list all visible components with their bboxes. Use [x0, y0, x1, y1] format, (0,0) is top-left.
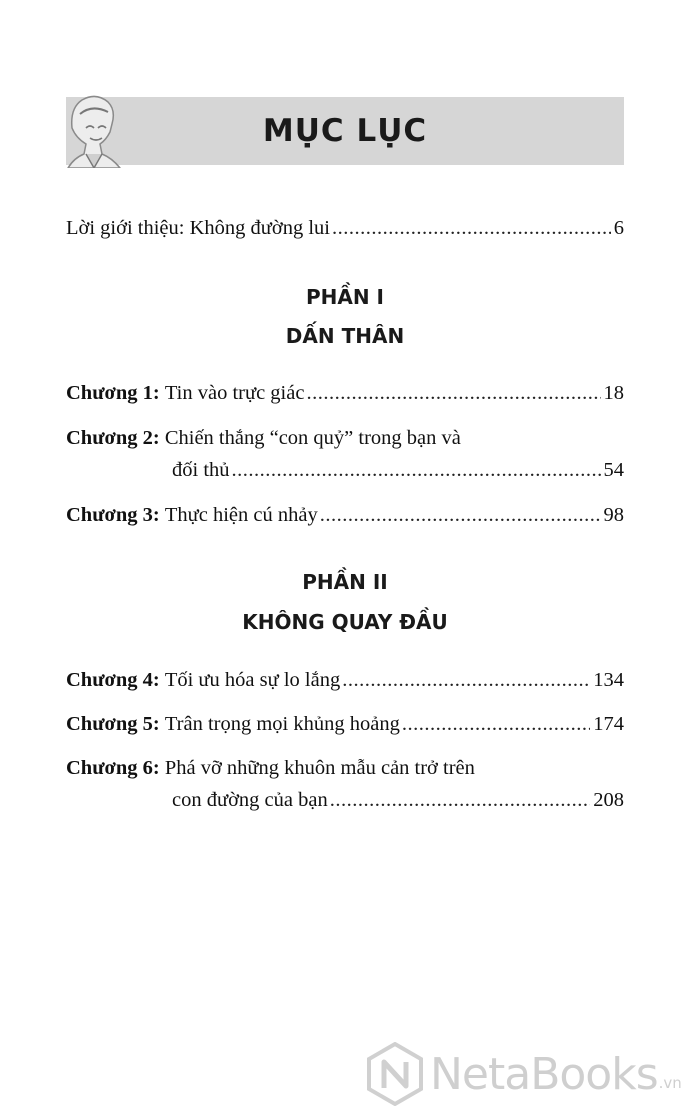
leader-dots [330, 787, 591, 813]
part-1-label: PHẦN I [305, 285, 385, 309]
chapter-label: Chương 3: [66, 504, 160, 526]
chapter-page: 174 [593, 713, 624, 735]
chapter-page: 208 [593, 789, 624, 811]
chapter-label: Chương 2: [66, 427, 160, 449]
toc-entry-chapter-6 [66, 755, 624, 813]
watermark [366, 1036, 696, 1112]
chapter-title: Phá vỡ những khuôn mẫu cản trở trên [164, 757, 475, 779]
page-title: MỤC LỤC [262, 113, 428, 149]
chapter-title-continued: con đường của bạn [172, 789, 328, 811]
intro-page: 6 [613, 217, 624, 239]
intro-entry [66, 215, 624, 241]
chapter-page: 134 [593, 669, 624, 691]
leader-dots [332, 215, 611, 241]
chapter-page: 98 [603, 504, 624, 526]
chapter-title: Trân trọng mọi khủng hoảng [164, 713, 400, 735]
chapter-page: 54 [603, 459, 624, 481]
toc-entry-chapter-3 [66, 502, 624, 528]
chapter-label: Chương 4: [66, 669, 160, 691]
toc-entry-chapter-1 [66, 380, 624, 406]
watermark-brand: NetaBooks [430, 1048, 658, 1100]
toc-entry-chapter-2 [66, 425, 624, 483]
chapter-label: Chương 6: [66, 757, 160, 779]
intro-title: Lời giới thiệu: Không đường lui [66, 217, 330, 239]
netabooks-logo-icon [366, 1042, 424, 1106]
leader-dots [232, 457, 601, 483]
chapter-label: Chương 1: [66, 382, 160, 404]
part-2-label: PHẦN II [302, 570, 388, 594]
chapter-page: 18 [603, 382, 624, 404]
part-2-name: KHÔNG QUAY ĐẦU [242, 610, 448, 634]
toc-entry-chapter-4 [66, 667, 624, 693]
chapter-title: Thực hiện cú nhảy [164, 504, 318, 526]
toc-entry-chapter-5 [66, 711, 624, 737]
leader-dots [402, 711, 590, 737]
chapter-title: Tin vào trực giác [164, 382, 305, 404]
watermark-suffix: .vn [658, 1074, 682, 1092]
leader-dots [320, 502, 601, 528]
chapter-label: Chương 5: [66, 713, 160, 735]
chapter-title-continued: đối thủ [172, 459, 230, 481]
chapter-title: Chiến thắng “con quỷ” trong bạn và [164, 427, 461, 449]
leader-dots [342, 667, 590, 693]
part-1-name: DẤN THÂN [285, 324, 405, 348]
chapter-title: Tối ưu hóa sự lo lắng [164, 669, 341, 691]
leader-dots [306, 380, 600, 406]
